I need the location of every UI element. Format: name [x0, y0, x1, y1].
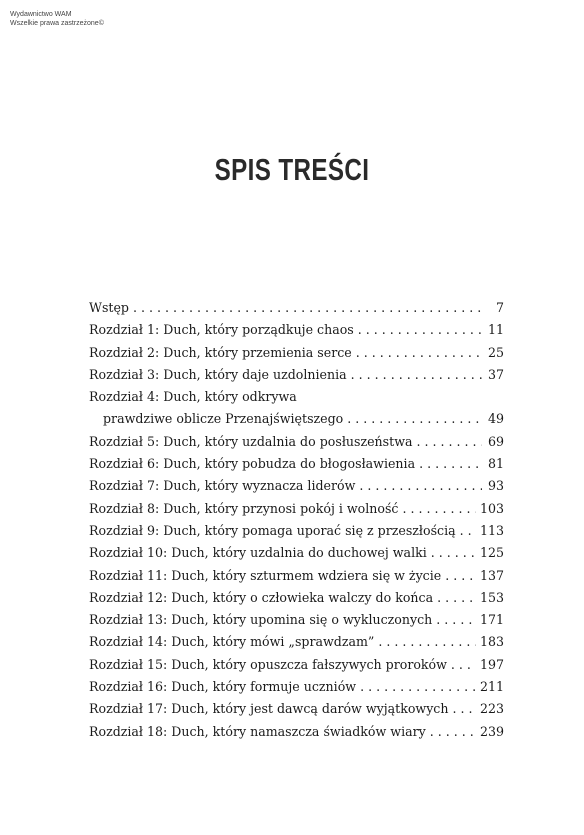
toc-entry[interactable]: [89, 721, 504, 743]
toc-entry[interactable]: [89, 319, 504, 341]
toc-entry-label: Rozdział 5: Duch, który uzdalnia do posłuszeństwa: [89, 433, 413, 449]
toc-entry[interactable]: [89, 542, 504, 564]
toc-entry-label: Rozdział 15: Duch, który opuszcza fałszywych proroków: [89, 656, 447, 672]
toc-entry-label: Rozdział 6: Duch, który pobudza do błogosławienia: [89, 456, 416, 472]
toc-entry-label: Rozdział 13: Duch, który upomina się o wykluczonych: [89, 612, 433, 628]
toc-entry-label: Rozdział 12: Duch, który o człowieka walczy do końca: [89, 589, 434, 605]
toc-entry-label: Rozdział 4: Duch, który odkrywa: [89, 389, 297, 405]
toc-entry-continuation[interactable]: [89, 408, 504, 430]
toc-leader-dots: [402, 498, 475, 520]
toc-leader-dots: [358, 319, 482, 341]
toc-page-number: 69: [487, 433, 504, 449]
toc-leader-dots: [359, 475, 482, 497]
toc-entry[interactable]: [89, 386, 504, 408]
toc-page-number: 11: [487, 322, 504, 338]
toc-entry-label: Wstęp: [89, 300, 129, 315]
toc-leader-dots: [416, 431, 482, 453]
copyright-notice: Wszelkie prawa zastrzeżone©: [10, 20, 104, 27]
publisher-header: [10, 10, 104, 28]
toc-entry[interactable]: [89, 342, 504, 364]
toc-entry-label: prawdziwe oblicze Przenajświętszego: [103, 411, 344, 427]
toc-page-number: 197: [479, 656, 504, 672]
toc-leader-dots: [360, 676, 476, 698]
toc-leader-dots: [431, 542, 476, 564]
toc-entry[interactable]: [89, 498, 504, 520]
toc-leader-dots: [430, 721, 476, 743]
toc-page-number: 49: [487, 411, 504, 427]
toc-page-number: 239: [479, 723, 504, 739]
toc-page-number: 25: [487, 344, 504, 360]
toc-leader-dots: [460, 520, 476, 542]
publisher-name: Wydawnictwo WAM: [10, 11, 72, 18]
toc-leader-dots: [378, 631, 476, 653]
toc-entry-label: Rozdział 7: Duch, który wyznacza liderów: [89, 478, 356, 494]
toc-entry[interactable]: [89, 609, 504, 631]
toc-entry[interactable]: [89, 453, 504, 475]
toc-entry[interactable]: [89, 698, 504, 720]
toc-page-number: 153: [479, 589, 504, 605]
toc-entry[interactable]: [89, 565, 504, 587]
toc-entry-label: Rozdział 2: Duch, który przemienia serce: [89, 344, 352, 360]
toc-entry-label: Rozdział 10: Duch, który uzdalnia do duchowej walki: [89, 545, 427, 561]
toc-leader-dots: [436, 609, 476, 631]
toc-leader-dots: [452, 698, 475, 720]
toc-entry-label: Rozdział 18: Duch, który namaszcza świadków wiary: [89, 723, 426, 739]
toc-entry-label: Rozdział 11: Duch, który szturmem wdziera się w życie: [89, 567, 442, 583]
toc-page-number: 171: [479, 612, 504, 628]
toc-entry[interactable]: [89, 364, 504, 386]
toc-entry[interactable]: [89, 654, 504, 676]
toc-entry[interactable]: [89, 431, 504, 453]
toc-entry[interactable]: [89, 475, 504, 497]
toc-page-number: 211: [479, 679, 504, 695]
toc-entry[interactable]: [89, 631, 504, 653]
toc-page-number: 93: [487, 478, 504, 494]
toc-leader-dots: [133, 297, 482, 319]
table-of-contents: [89, 297, 504, 743]
toc-leader-dots: [445, 565, 476, 587]
toc-entry[interactable]: [89, 676, 504, 698]
toc-entry-label: Rozdział 14: Duch, który mówi „sprawdzam”: [89, 634, 375, 650]
toc-page-number: 37: [487, 366, 504, 382]
toc-page-number: 103: [479, 500, 504, 516]
toc-page-number: 113: [479, 522, 504, 538]
toc-leader-dots: [351, 364, 482, 386]
toc-leader-dots: [347, 408, 482, 430]
toc-page-number: 7: [495, 300, 504, 315]
toc-page-number: 183: [479, 634, 504, 650]
toc-entry-label: Rozdział 16: Duch, który formuje uczniów: [89, 679, 357, 695]
toc-entry[interactable]: [89, 520, 504, 542]
toc-page-number: 81: [487, 456, 504, 472]
toc-page-number: 223: [479, 701, 504, 717]
toc-entry[interactable]: [89, 297, 504, 319]
toc-leader-dots: [419, 453, 482, 475]
toc-page-number: 137: [479, 567, 504, 583]
toc-entry-label: Rozdział 1: Duch, który porządkuje chaos: [89, 322, 354, 338]
toc-entry-label: Rozdział 17: Duch, który jest dawcą darów wyjątkowych: [89, 701, 449, 717]
toc-leader-dots: [437, 587, 476, 609]
toc-page-number: 125: [479, 545, 504, 561]
toc-entry[interactable]: [89, 587, 504, 609]
toc-entry-label: Rozdział 9: Duch, który pomaga uporać się z przeszłością: [89, 522, 456, 538]
page-title: SPIS TREŚCI: [214, 152, 370, 187]
toc-leader-dots: [356, 342, 482, 364]
toc-leader-dots: [451, 654, 476, 676]
toc-entry-label: Rozdział 3: Duch, który daje uzdolnienia: [89, 366, 347, 382]
toc-entry-label: Rozdział 8: Duch, który przynosi pokój i wolność: [89, 500, 399, 516]
